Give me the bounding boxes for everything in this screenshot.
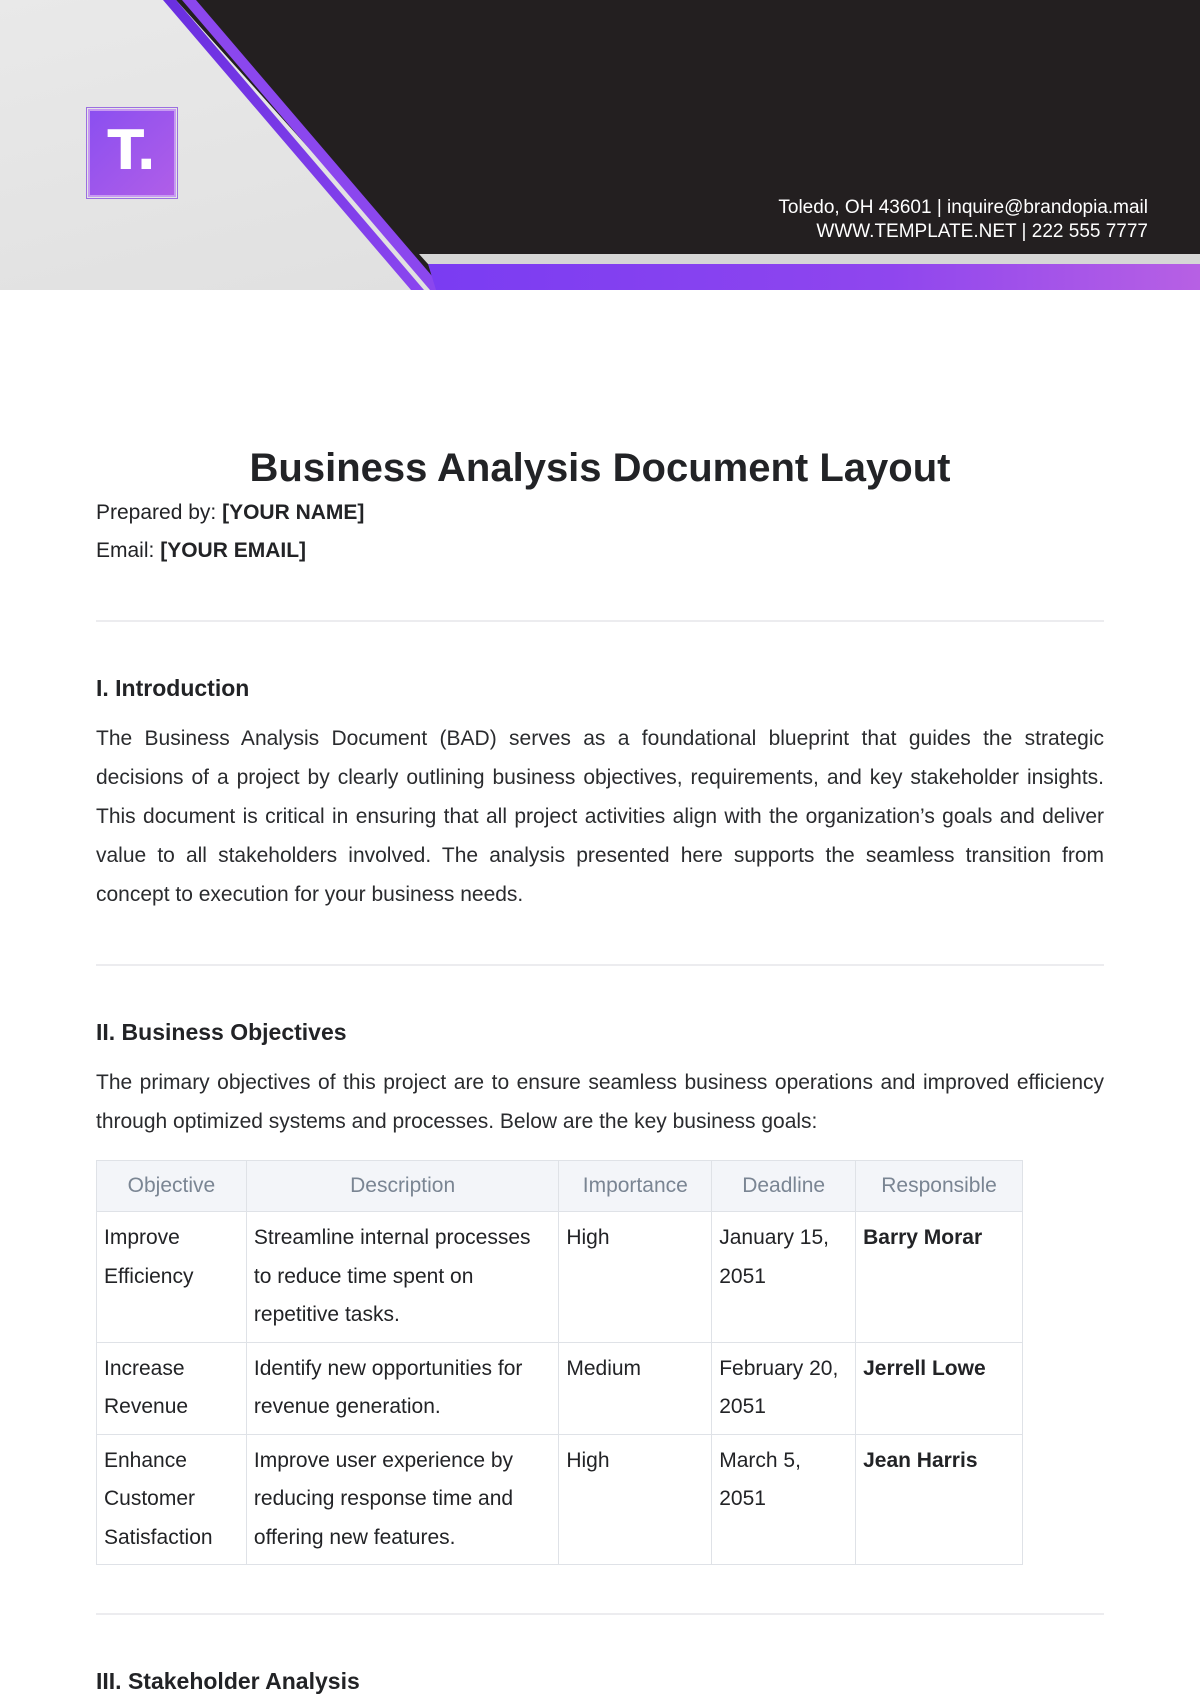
cell-objective: Increase Revenue (97, 1342, 247, 1434)
prepared-by-value: [YOUR NAME] (222, 501, 365, 524)
contact-block (778, 196, 1148, 244)
cell-responsible: Barry Morar (856, 1212, 1023, 1343)
table-row (97, 1434, 1023, 1565)
cell-objective: Improve Efficiency (97, 1212, 247, 1343)
cell-description: Streamline internal processes to reduce time spent on repetitive tasks. (246, 1212, 558, 1343)
email-value: [YOUR EMAIL] (160, 539, 307, 562)
section-heading-introduction: I. Introduction (96, 675, 250, 701)
document-header (0, 0, 1200, 290)
document-title: Business Analysis Document Layout (249, 446, 951, 490)
cell-objective: Enhance Customer Satisfaction (97, 1434, 247, 1565)
divider (96, 1613, 1104, 1615)
cell-description: Identify new opportunities for revenue generation. (246, 1342, 558, 1434)
cell-description: Improve user experience by reducing response time and offering new features. (246, 1434, 558, 1565)
document-body (96, 440, 1104, 1696)
column-header-objective: Objective (97, 1161, 247, 1212)
header-graphic (0, 0, 1200, 290)
divider (96, 964, 1104, 966)
company-logo (88, 109, 176, 197)
column-header-responsible: Responsible (856, 1161, 1023, 1212)
cell-deadline: March 5, 2051 (712, 1434, 856, 1565)
section-heading-business-objectives: II. Business Objectives (96, 1019, 347, 1045)
column-header-description: Description (246, 1161, 558, 1212)
cell-responsible: Jean Harris (856, 1434, 1023, 1565)
cell-responsible: Jerrell Lowe (856, 1342, 1023, 1434)
contact-website-phone: WWW.TEMPLATE.NET | 222 555 7777 (816, 221, 1148, 242)
cell-importance: High (559, 1212, 712, 1343)
cell-deadline: January 15, 2051 (712, 1212, 856, 1343)
introduction-paragraph: The Business Analysis Document (BAD) serves as a foundational blueprint that guides the strategic decisions of a project by clearly outlining business objectives, requirements, and key stakeholder insights. This document is critical in ensuring that all project activities align with the organization’s goals and deliver value to all stakeholders involved. The analysis presented here supports the seamless transition from concept to execution for your business needs. (96, 727, 1104, 906)
cell-importance: Medium (559, 1342, 712, 1434)
divider (96, 620, 1104, 622)
prepared-by-label: Prepared by: (96, 501, 217, 524)
table-row (97, 1342, 1023, 1434)
email-label: Email: (96, 539, 155, 562)
contact-address-email: Toledo, OH 43601 | inquire@brandopia.mail (778, 197, 1148, 218)
logo-letter: T. (107, 119, 157, 182)
cell-deadline: February 20, 2051 (712, 1342, 856, 1434)
objectives-table (96, 1160, 1023, 1565)
email-line (96, 532, 1104, 570)
cell-importance: High (559, 1434, 712, 1565)
business-objectives-paragraph: The primary objectives of this project are to ensure seamless business operations and improved efficiency through optimized systems and processes. Below are the key business goals: (96, 1071, 1104, 1133)
table-header-row (97, 1161, 1023, 1212)
section-heading-stakeholder-analysis: III. Stakeholder Analysis (96, 1668, 360, 1694)
column-header-importance: Importance (559, 1161, 712, 1212)
column-header-deadline: Deadline (712, 1161, 856, 1212)
prepared-by-line (96, 494, 1104, 532)
table-row (97, 1212, 1023, 1343)
